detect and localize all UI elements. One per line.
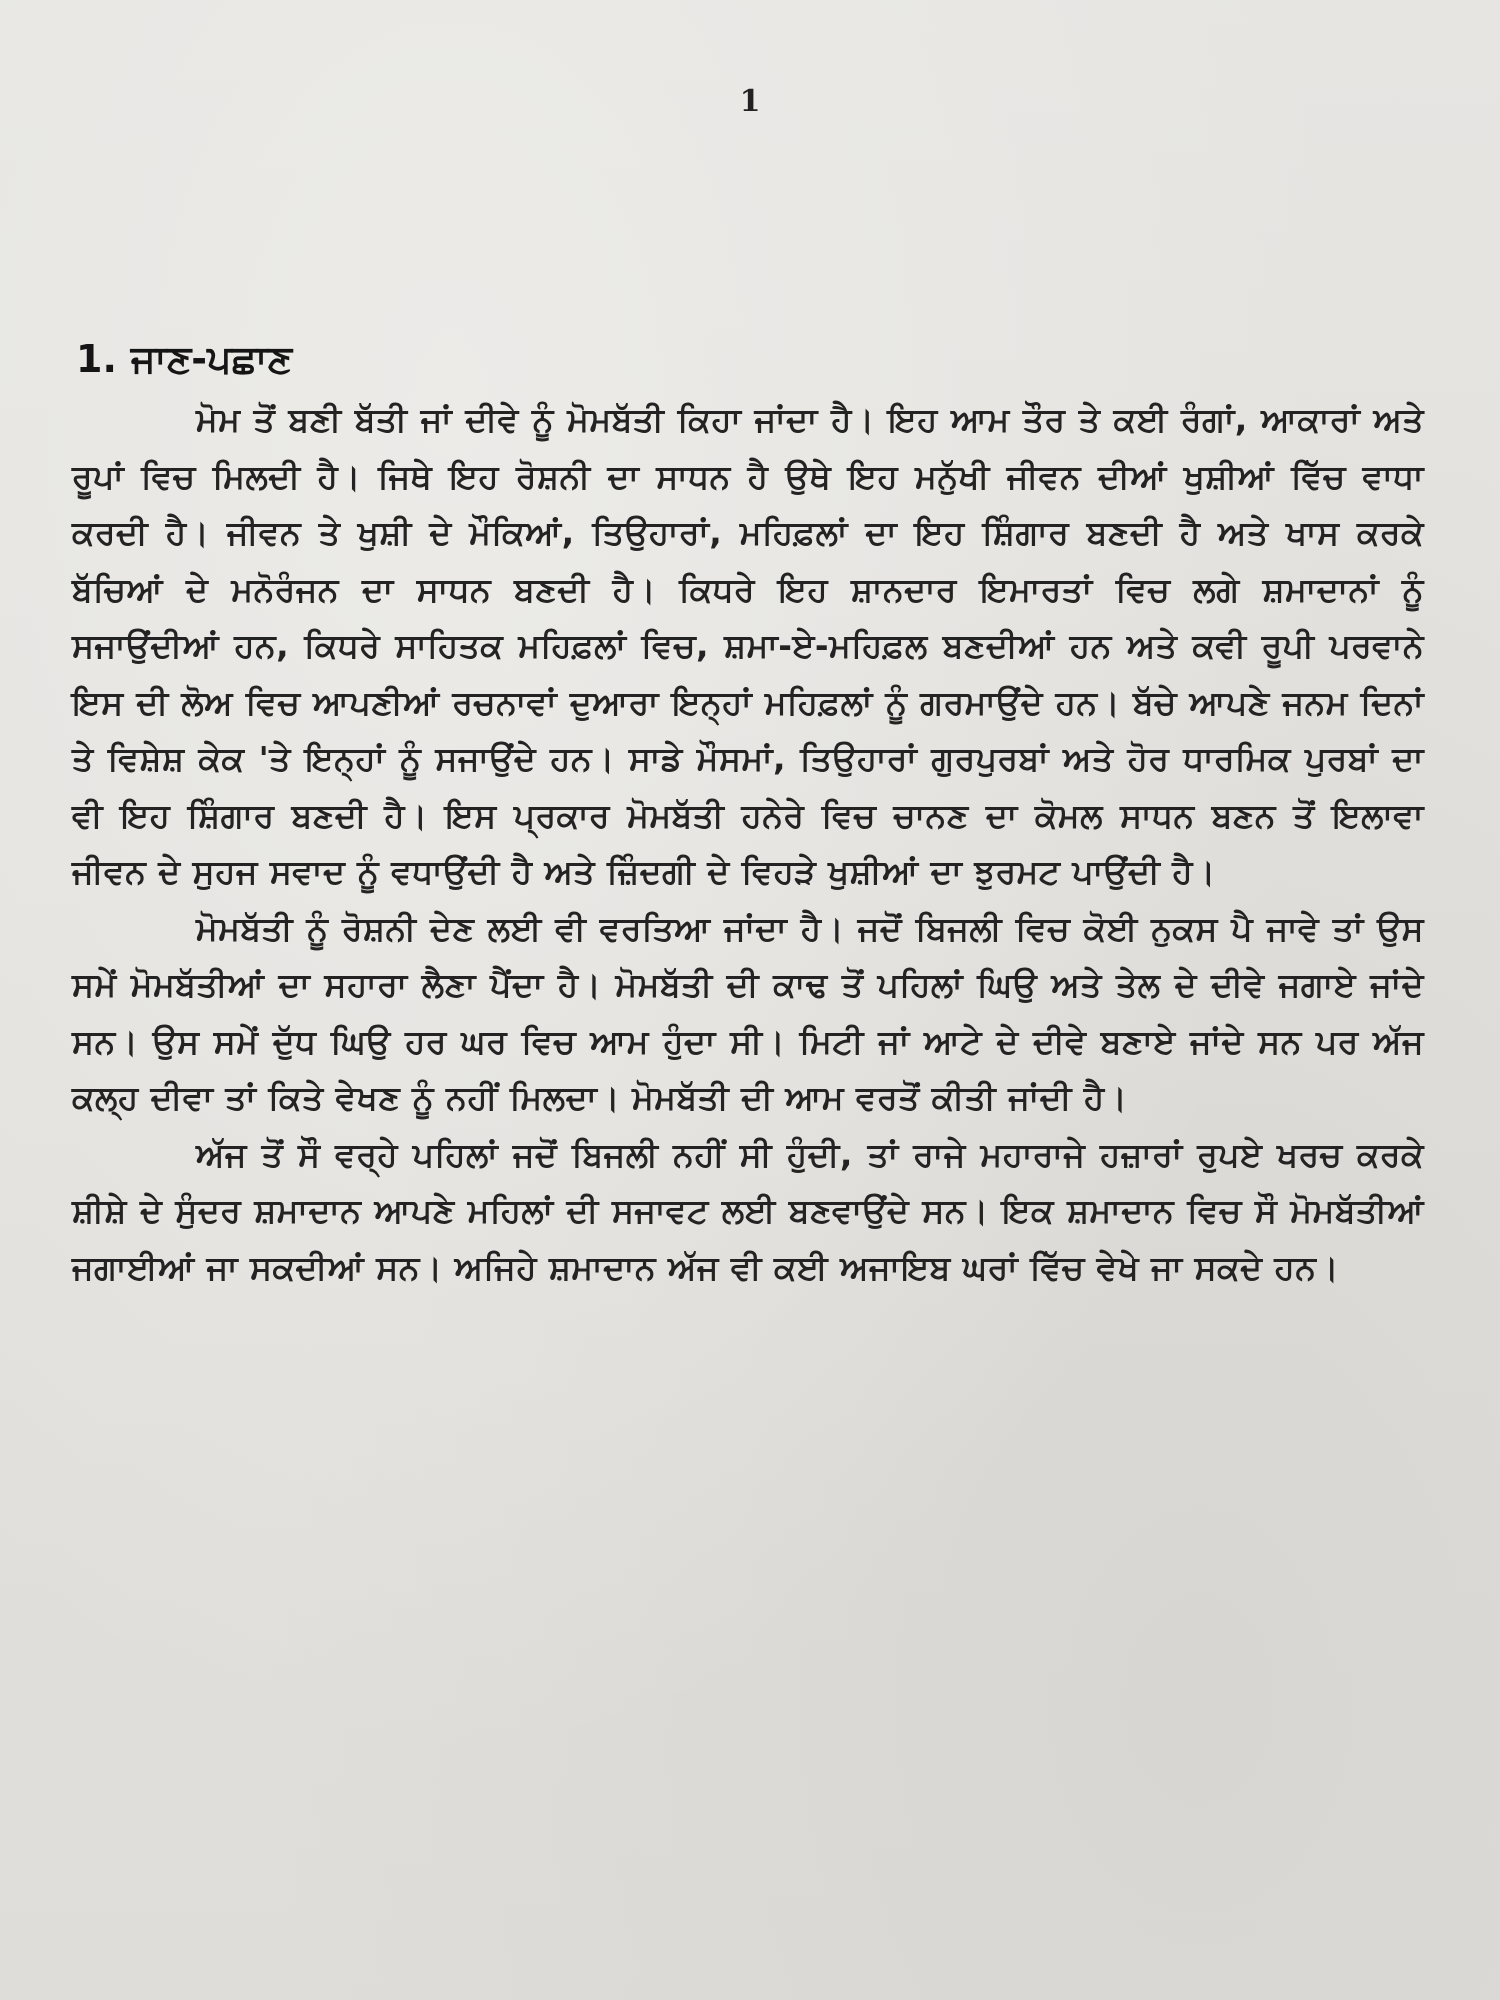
body-text <box>72 392 1424 1296</box>
paragraph-1: ਮੋਮ ਤੋਂ ਬਣੀ ਬੱਤੀ ਜਾਂ ਦੀਵੇ ਨੂੰ ਮੋਮਬੱਤੀ ਕਿਹਾ ਜਾਂਦਾ ਹੈ। ਇਹ ਆਮ ਤੌਰ ਤੇ ਕਈ ਰੰਗਾਂ, ਆਕਾਰਾਂ ਅਤੇ ਰੂਪਾਂ ਵਿਚ ਮਿਲਦੀ ਹੈ। ਜਿਥੇ ਇਹ ਰੋਸ਼ਨੀ ਦਾ ਸਾਧਨ ਹੈ ਉਥੇ ਇਹ ਮਨੁੱਖੀ ਜੀਵਨ ਦੀਆਂ ਖੁਸ਼ੀਆਂ ਵਿੱਚ ਵਾਧਾ ਕਰਦੀ ਹੈ। ਜੀਵਨ ਤੇ ਖੁਸ਼ੀ ਦੇ ਮੌਕਿਆਂ, ਤਿਉਹਾਰਾਂ, ਮਹਿਫ਼ਲਾਂ ਦਾ ਇਹ ਸ਼ਿੰਗਾਰ ਬਣਦੀ ਹੈ ਅਤੇ ਖਾਸ ਕਰਕੇ ਬੱਚਿਆਂ ਦੇ ਮਨੋਰੰਜਨ ਦਾ ਸਾਧਨ ਬਣਦੀ ਹੈ। ਕਿਧਰੇ ਇਹ ਸ਼ਾਨਦਾਰ ਇਮਾਰਤਾਂ ਵਿਚ ਲਗੇ ਸ਼ਮਾਦਾਨਾਂ ਨੂੰ ਸਜਾਉਂਦੀਆਂ ਹਨ, ਕਿਧਰੇ ਸਾਹਿਤਕ ਮਹਿਫ਼ਲਾਂ ਵਿਚ, ਸ਼ਮਾ-ਏ-ਮਹਿਫ਼ਲ ਬਣਦੀਆਂ ਹਨ ਅਤੇ ਕਵੀ ਰੂਪੀ ਪਰਵਾਨੇ ਇਸ ਦੀ ਲੋਅ ਵਿਚ ਆਪਣੀਆਂ ਰਚਨਾਵਾਂ ਦੁਆਰਾ ਇਨ੍ਹਾਂ ਮਹਿਫ਼ਲਾਂ ਨੂੰ ਗਰਮਾਉਂਦੇ ਹਨ। ਬੱਚੇ ਆਪਣੇ ਜਨਮ ਦਿਨਾਂ ਤੇ ਵਿਸ਼ੇਸ਼ ਕੇਕ 'ਤੇ ਇਨ੍ਹਾਂ ਨੂੰ ਸਜਾਉਂਦੇ ਹਨ। ਸਾਡੇ ਮੌਸਮਾਂ, ਤਿਉਹਾਰਾਂ ਗੁਰਪੁਰਬਾਂ ਅਤੇ ਹੋਰ ਧਾਰਮਿਕ ਪੁਰਬਾਂ ਦਾ ਵੀ ਇਹ ਸ਼ਿੰਗਾਰ ਬਣਦੀ ਹੈ। ਇਸ ਪ੍ਰਕਾਰ ਮੋਮਬੱਤੀ ਹਨੇਰੇ ਵਿਚ ਚਾਨਣ ਦਾ ਕੋਮਲ ਸਾਧਨ ਬਣਨ ਤੋਂ ਇਲਾਵਾ ਜੀਵਨ ਦੇ ਸੁਹਜ ਸਵਾਦ ਨੂੰ ਵਧਾਉਂਦੀ ਹੈ ਅਤੇ ਜ਼ਿੰਦਗੀ ਦੇ ਵਿਹੜੇ ਖੁਸ਼ੀਆਂ ਦਾ ਝੁਰਮਟ ਪਾਉਂਦੀ ਹੈ। <box>72 400 1424 891</box>
chapter-number: 1. <box>76 337 117 381</box>
chapter-heading <box>76 334 292 384</box>
page-number: 1 <box>739 84 761 119</box>
chapter-title: ਜਾਣ-ਪਛਾਣ <box>130 337 293 381</box>
paragraph-2: ਮੋਮਬੱਤੀ ਨੂੰ ਰੋਸ਼ਨੀ ਦੇਣ ਲਈ ਵੀ ਵਰਤਿਆ ਜਾਂਦਾ ਹੈ। ਜਦੋਂ ਬਿਜਲੀ ਵਿਚ ਕੋਈ ਨੁਕਸ ਪੈ ਜਾਵੇ ਤਾਂ ਉਸ ਸਮੇਂ ਮੋਮਬੱਤੀਆਂ ਦਾ ਸਹਾਰਾ ਲੈਣਾ ਪੈਂਦਾ ਹੈ। ਮੋਮਬੱਤੀ ਦੀ ਕਾਢ ਤੋਂ ਪਹਿਲਾਂ ਘਿਉ ਅਤੇ ਤੇਲ ਦੇ ਦੀਵੇ ਜਗਾਏ ਜਾਂਦੇ ਸਨ। ਉਸ ਸਮੇਂ ਦੁੱਧ ਘਿਉ ਹਰ ਘਰ ਵਿਚ ਆਮ ਹੁੰਦਾ ਸੀ। ਮਿਟੀ ਜਾਂ ਆਟੇ ਦੇ ਦੀਵੇ ਬਣਾਏ ਜਾਂਦੇ ਸਨ ਪਰ ਅੱਜ ਕਲ੍ਹ ਦੀਵਾ ਤਾਂ ਕਿਤੇ ਵੇਖਣ ਨੂੰ ਨਹੀਂ ਮਿਲਦਾ। ਮੋਮਬੱਤੀ ਦੀ ਆਮ ਵਰਤੋਂ ਕੀਤੀ ਜਾਂਦੀ ਹੈ। <box>72 908 1424 1117</box>
paragraph-3: ਅੱਜ ਤੋਂ ਸੌ ਵਰ੍ਹੇ ਪਹਿਲਾਂ ਜਦੋਂ ਬਿਜਲੀ ਨਹੀਂ ਸੀ ਹੁੰਦੀ, ਤਾਂ ਰਾਜੇ ਮਹਾਰਾਜੇ ਹਜ਼ਾਰਾਂ ਰੁਪਏ ਖਰਚ ਕਰਕੇ ਸ਼ੀਸ਼ੇ ਦੇ ਸੁੰਦਰ ਸ਼ਮਾਦਾਨ ਆਪਣੇ ਮਹਿਲਾਂ ਦੀ ਸਜਾਵਟ ਲਈ ਬਣਵਾਉਂਦੇ ਸਨ। ਇਕ ਸ਼ਮਾਦਾਨ ਵਿਚ ਸੌ ਮੋਮਬੱਤੀਆਂ ਜਗਾਈਆਂ ਜਾ ਸਕਦੀਆਂ ਸਨ। ਅਜਿਹੇ ਸ਼ਮਾਦਾਨ ਅੱਜ ਵੀ ਕਈ ਅਜਾਇਬ ਘਰਾਂ ਵਿੱਚ ਵੇਖੇ ਜਾ ਸਕਦੇ ਹਨ। <box>72 1134 1424 1287</box>
